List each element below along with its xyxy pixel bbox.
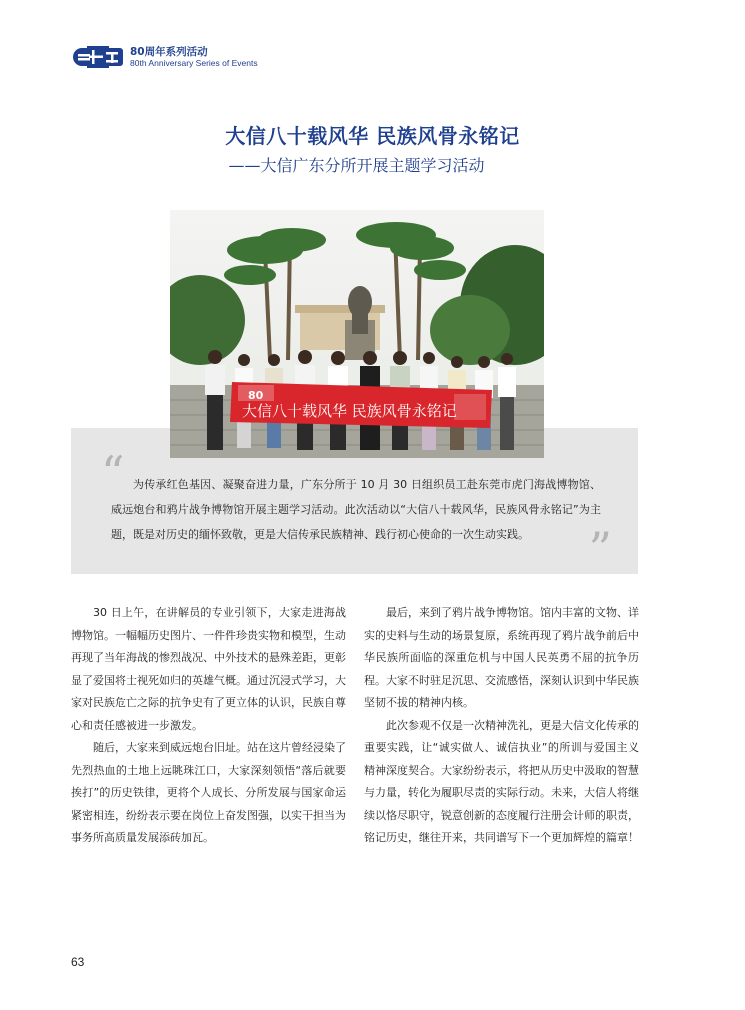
body-column-left [71, 602, 346, 850]
article-subtitle: ——大信广东分所开展主题学习活动 [228, 156, 485, 175]
header-title-en: 80th Anniversary Series of Events [130, 58, 258, 68]
article-title: 大信八十载风华 民族风骨永铭记 [225, 124, 520, 148]
body-paragraph: 30 日上午，在讲解员的专业引领下，大家走进海战博物馆。一幅幅历史图片、一件件珍贵实物和模型，生动再现了当年海战的惨烈战况、中外技术的悬殊差距，更彰显了爱国将士视死如归的英雄气概。通过沉浸式学习，大家对民族危亡之际的抗争史有了更立体的认识，民族自尊心和责任感被进一步激发。 [71, 606, 346, 732]
body-paragraph: 此次参观不仅是一次精神洗礼，更是大信文化传承的重要实践，让“诚实做人、诚信执业”的所训与爱国主义精神深度契合。大家纷纷表示，将把从历史中汲取的智慧与力量，转化为履职尽责的实际行动。未来，大信人将继续以恪尽职守，锐意创新的态度履行注册会计师的职责，铭记历史，继往开来，共同谱写下一个更加辉煌的篇章！ [364, 718, 639, 844]
close-quote-icon: ” [588, 522, 612, 576]
banner-text: 大信八十载风华 民族风骨永铭记 [242, 402, 457, 420]
body-paragraph: 最后，来到了鸦片战争博物馆。馆内丰富的文物、详实的史料与生动的场景复原，系统再现了鸦片战争前后中华民族所面临的深重危机与中国人民英勇不屈的抗争历程。大家不时驻足沉思、交流感悟，深刻认识到中华民族坚韧不拔的精神内核。 [364, 606, 639, 709]
daxin-logo [73, 45, 123, 69]
group-photo [170, 210, 544, 458]
intro-quote-text: 为传承红色基因、凝聚奋进力量，广东分所于 10 月 30 日组织员工赴东莞市虎门海战博物馆、威远炮台和鸦片战争博物馆开展主题学习活动。此次活动以“大信八十载风华，民族风骨永铭记”为主题，既是对历史的缅怀致敬，更是大信传承民族精神、践行初心使命的一次生动实践。 [111, 478, 601, 541]
header-text [130, 47, 258, 68]
page-number: 63 [71, 955, 85, 969]
page-header [73, 44, 258, 70]
banner-badge: 80 [248, 389, 264, 402]
body-column-right [364, 602, 639, 850]
body-paragraph: 随后，大家来到威远炮台旧址。站在这片曾经浸染了先烈热血的土地上远眺珠江口，大家深刻领悟“落后就要挨打”的历史铁律，更将个人成长、分所发展与国家命运紧密相连，纷纷表示要在岗位上奋发图强，以实干担当为事务所高质量发展添砖加瓦。 [71, 741, 346, 844]
header-title-cn: 80周年系列活动 [130, 45, 208, 58]
open-quote-icon: “ [101, 446, 125, 500]
